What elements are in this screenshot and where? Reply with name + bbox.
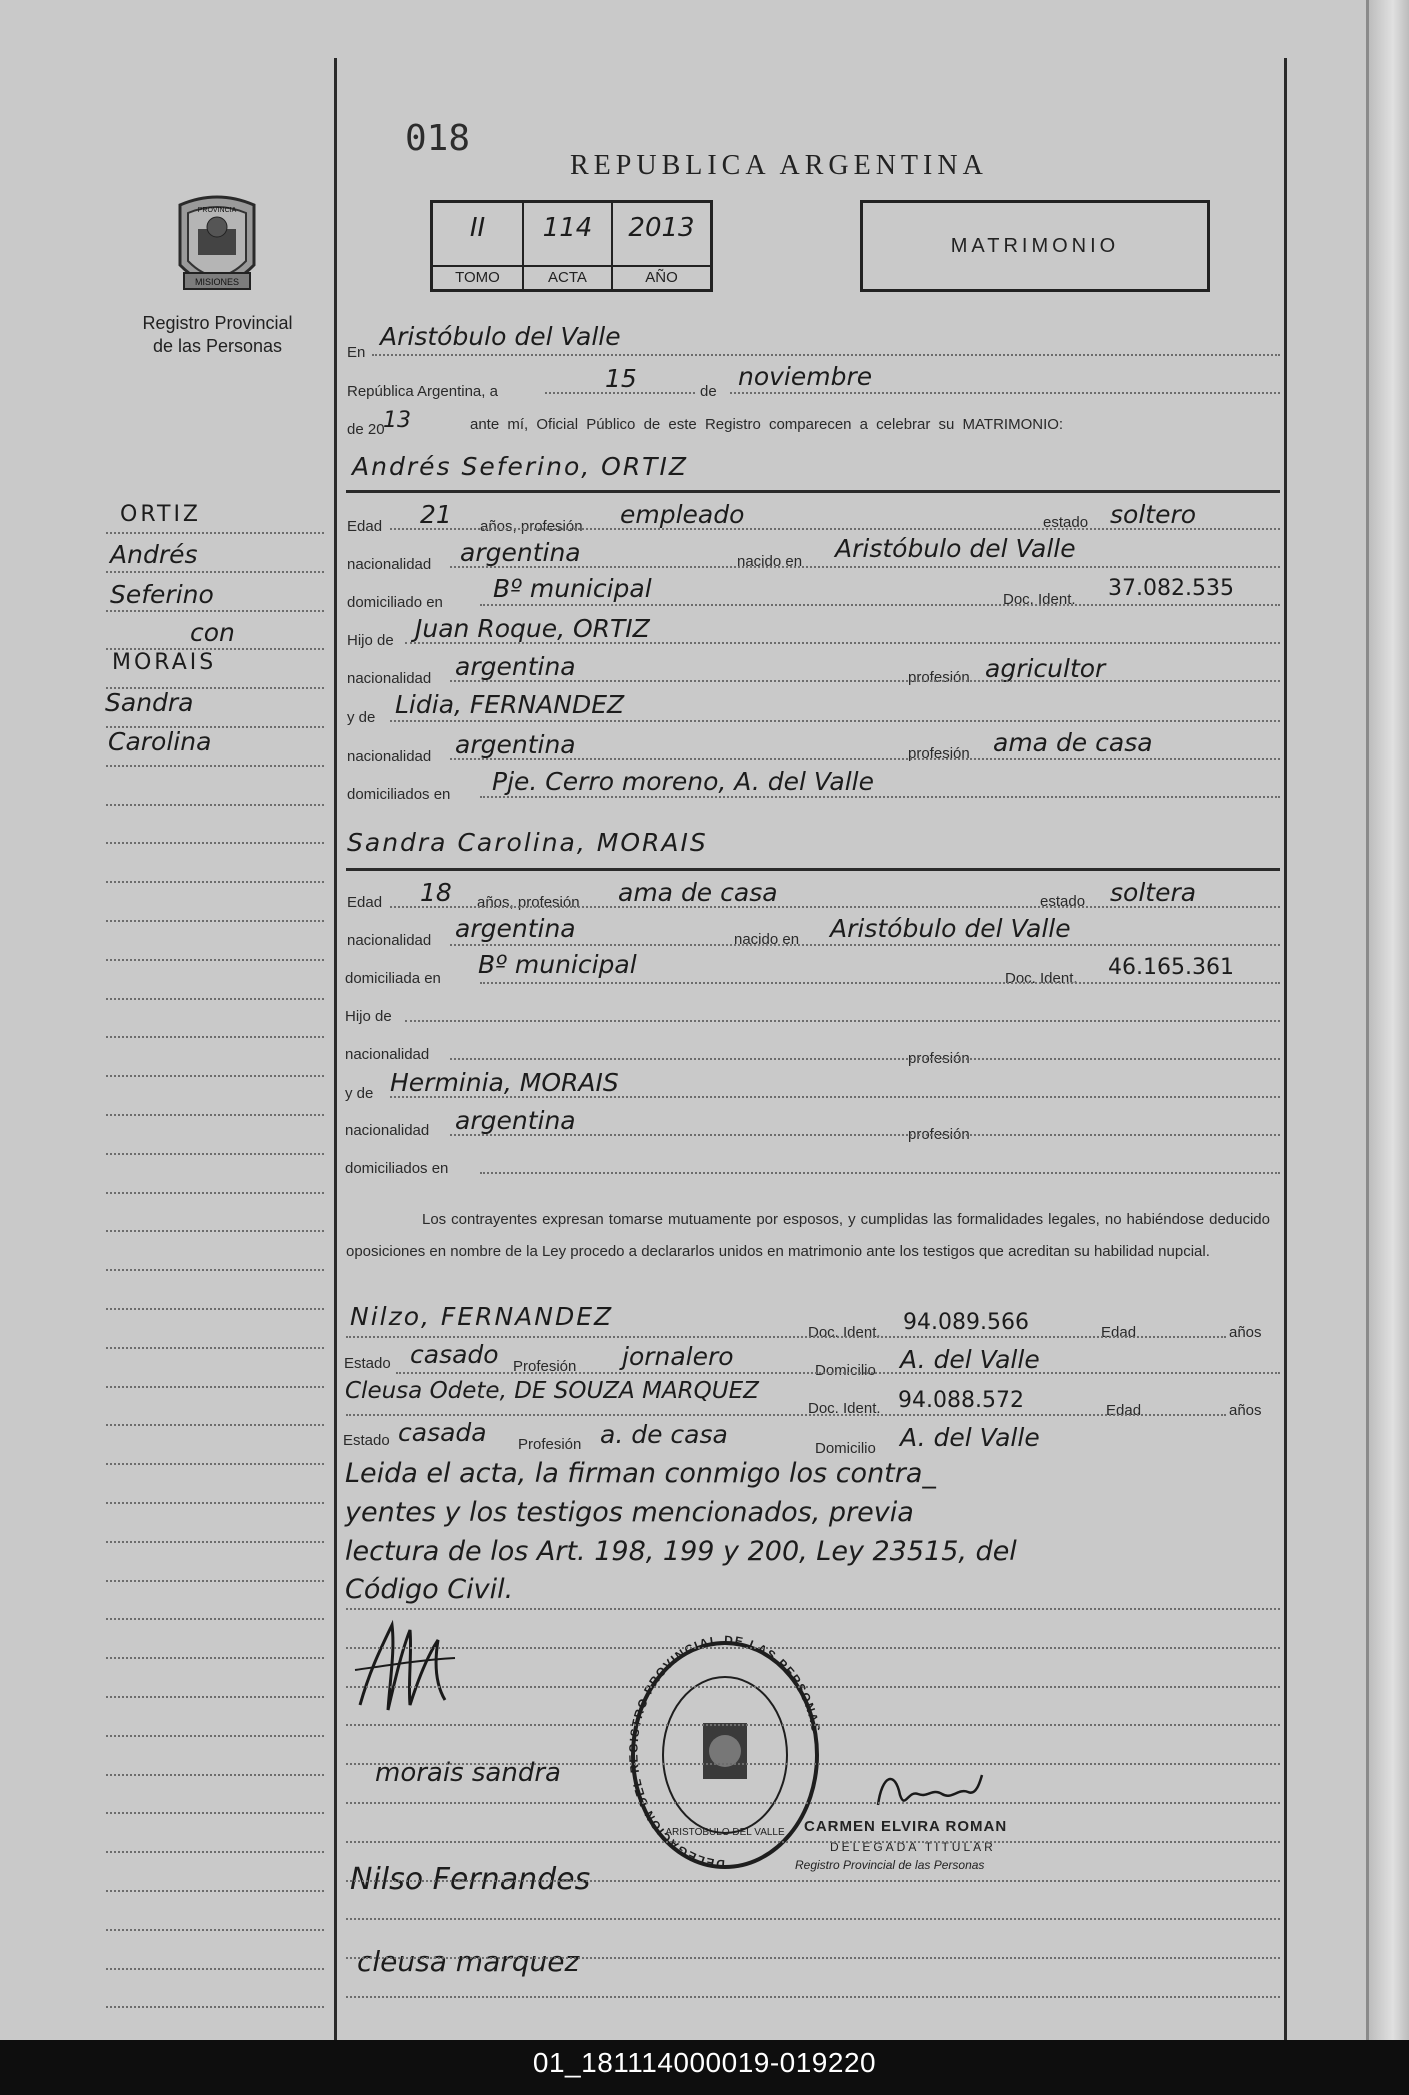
dotted-line [730, 392, 1280, 394]
signature-ruled-line [346, 1608, 1280, 1610]
margin-ruled-line [106, 1308, 324, 1310]
place-value: Aristóbulo del Valle [380, 322, 621, 351]
witness1-edad-label: Edad [1101, 1324, 1137, 1341]
witness2-domicilio-label: Domicilio [815, 1440, 876, 1457]
witness1-doc: 94.089.566 [903, 1310, 1029, 1335]
groom-hijo-label: Hijo de [347, 632, 394, 649]
day-value: 15 [605, 364, 637, 393]
margin-ruled-line [106, 726, 324, 728]
left-column-rule [334, 58, 337, 2040]
acta-label: ACTA [524, 265, 611, 291]
office-line-1: Registro Provincial [142, 313, 293, 333]
witness2-profesion: a. de casa [600, 1420, 728, 1449]
margin-ruled-line [106, 687, 324, 689]
groom-madre-nac-label: nacionalidad [347, 748, 432, 765]
margin-ruled-line [106, 920, 324, 922]
dotted-line [450, 1134, 1280, 1136]
dotted-line [480, 982, 1280, 984]
margin-note-line: Carolina [108, 727, 212, 756]
margin-ruled-line [106, 1541, 324, 1543]
ano-label: AÑO [613, 265, 710, 291]
intro-text: ante mí, Oficial Público de este Registro comparecen a celebrar su MATRIMONIO: [470, 416, 1064, 433]
groom-padre-nac: argentina [455, 652, 576, 681]
witness1-profesion-label: Profesión [513, 1358, 577, 1375]
groom-padre-prof: agricultor [985, 654, 1106, 683]
dotted-line [450, 758, 1280, 760]
record-type-box: MATRIMONIO [860, 200, 1210, 292]
delegate-role: DELEGADA TITULAR [830, 1840, 996, 1854]
groom-edad-label: Edad [347, 518, 383, 535]
groom-padre: Juan Roque, ORTIZ [415, 614, 650, 643]
emblem-top-text: PROVINCIA [197, 207, 237, 214]
margin-ruled-line [106, 842, 324, 844]
margin-note-line: MORAIS [112, 650, 217, 675]
dotted-line [390, 1096, 1280, 1098]
dotted-line [480, 604, 1280, 606]
margin-ruled-line [106, 532, 324, 534]
bride-nacido-label: nacido en [734, 931, 800, 948]
margin-note-line: ORTIZ [120, 502, 201, 527]
bride-padres-dom-label: domiciliados en [345, 1160, 449, 1177]
margin-ruled-line [106, 1347, 324, 1349]
month-value: noviembre [738, 362, 873, 391]
bride-madre-nac-label: nacionalidad [345, 1122, 430, 1139]
margin-ruled-line [106, 804, 324, 806]
dotted-line [346, 1414, 1226, 1416]
acta-cell [524, 203, 613, 291]
groom-rule [346, 490, 1280, 493]
dotted-line [450, 944, 1280, 946]
dotted-line [450, 566, 1280, 568]
groom-padre-nac-label: nacionalidad [347, 670, 432, 687]
tomo-cell [433, 203, 524, 291]
groom-doc-label: Doc. Ident. [1003, 591, 1076, 608]
dotted-line [396, 1372, 1280, 1374]
tomo-value: II [469, 213, 486, 243]
dotted-line [405, 642, 1280, 644]
bride-domiciliado-label: domiciliada en [345, 970, 441, 987]
bride-rule [346, 868, 1280, 871]
dotted-line [480, 796, 1280, 798]
witness2-profesion-label: Profesión [518, 1436, 582, 1453]
delegate-signature-icon [870, 1760, 990, 1820]
margin-ruled-line [106, 610, 324, 612]
margin-ruled-line [106, 2006, 324, 2008]
margin-ruled-line [106, 1890, 324, 1892]
witness1-anos-label: años [1229, 1324, 1262, 1341]
bride-hijo-label: Hijo de [345, 1008, 392, 1025]
image-caption: 01_181114000019-019220 [532, 2047, 877, 2078]
dotted-line [450, 1058, 1280, 1060]
bride-madre: Herminia, MORAIS [390, 1068, 619, 1097]
groom-madre-prof-label: profesión [908, 745, 970, 762]
margin-ruled-line [106, 1618, 324, 1620]
groom-nacionalidad: argentina [460, 538, 581, 567]
dotted-line [390, 720, 1280, 722]
margin-ruled-line [106, 1851, 324, 1853]
groom-estado-label: estado [1043, 514, 1089, 531]
groom-madre: Lidia, FERNANDEZ [395, 690, 625, 719]
groom-signature-icon [350, 1610, 460, 1720]
signature-ruled-line [346, 1880, 1280, 1882]
margin-ruled-line [106, 1463, 324, 1465]
groom-domicilio: Bº municipal [493, 574, 652, 603]
registry-office-label [110, 312, 325, 358]
margin-ruled-line [106, 1424, 324, 1426]
ano-value: 2013 [628, 213, 695, 243]
bride-nacionalidad-label: nacionalidad [347, 932, 432, 949]
groom-madre-nac: argentina [455, 730, 576, 759]
groom-profesion: empleado [620, 500, 745, 529]
bride-edad: 18 [420, 878, 452, 907]
witness2-doc-label: Doc. Ident. [808, 1400, 881, 1417]
margin-ruled-line [106, 1968, 324, 1970]
closing-line: lectura de los Art. 198, 199 y 200, Ley 23515, del [345, 1536, 1017, 1567]
witness2-doc: 94.088.572 [898, 1388, 1024, 1413]
tomo-label: TOMO [433, 265, 522, 291]
margin-ruled-line [106, 1230, 324, 1232]
office-line-2: de las Personas [152, 336, 283, 356]
dotted-line [346, 1336, 1226, 1338]
margin-ruled-line [106, 1735, 324, 1737]
groom-padres-dom: Pje. Cerro moreno, A. del Valle [492, 767, 874, 796]
closing-line: Leida el acta, la firman conmigo los contra_ [345, 1458, 936, 1489]
acta-value: 114 [542, 213, 593, 243]
country-title: REPUBLICA ARGENTINA [570, 150, 988, 181]
margin-ruled-line [106, 1269, 324, 1271]
groom-nacido-label: nacido en [737, 553, 803, 570]
signature-ruled-line [346, 1763, 1280, 1765]
bride-yde-label: y de [345, 1085, 374, 1102]
groom-anos-profesion-label: años, profesión [480, 518, 583, 535]
dotted-line [372, 354, 1280, 356]
en-label: En [347, 344, 366, 361]
dotted-line [390, 528, 1280, 530]
witness2-anos-label: años [1229, 1402, 1262, 1419]
dotted-line [480, 1172, 1280, 1174]
margin-ruled-line [106, 1192, 324, 1194]
margin-note-line: con [190, 618, 235, 647]
witness2-signature: cleusa marquez [357, 1945, 580, 1978]
margin-ruled-line [106, 765, 324, 767]
seal-outer-text: DELEGACION DEL REGISTRO PROVINCIAL DE LAS PERSONAS [626, 1635, 824, 1872]
bride-profesion: ama de casa [618, 878, 778, 907]
province-emblem-icon [172, 195, 262, 299]
margin-ruled-line [106, 1502, 324, 1504]
bride-estado: soltera [1110, 878, 1197, 907]
margin-ruled-line [106, 648, 324, 650]
bride-domicilio: Bº municipal [478, 950, 637, 979]
registry-seal-icon [625, 1635, 825, 1875]
groom-padre-prof-label: profesión [908, 669, 970, 686]
closing-line: yentes y los testigos mencionados, previa [345, 1497, 914, 1528]
groom-domiciliado-label: domiciliado en [347, 594, 443, 611]
groom-madre-prof: ama de casa [993, 728, 1153, 757]
bride-madre-nac: argentina [455, 1106, 576, 1135]
margin-ruled-line [106, 998, 324, 1000]
signature-ruled-line [346, 1918, 1280, 1920]
margin-ruled-line [106, 1153, 324, 1155]
groom-nacionalidad-label: nacionalidad [347, 556, 432, 573]
margin-ruled-line [106, 1036, 324, 1038]
witness1-name: Nilzo, FERNANDEZ [350, 1302, 614, 1331]
bride-name: Sandra Carolina, MORAIS [347, 828, 708, 857]
groom-yde-label: y de [347, 709, 376, 726]
seal-inner-text: ARISTOBULO DEL VALLE [665, 1827, 785, 1838]
margin-ruled-line [106, 1386, 324, 1388]
witness1-profesion: jornalero [622, 1342, 734, 1371]
bride-doc: 46.165.361 [1108, 955, 1234, 980]
de-label: de [700, 383, 717, 400]
bride-estado-label: estado [1040, 893, 1086, 910]
witness1-doc-label: Doc. Ident. [808, 1324, 881, 1341]
groom-doc: 37.082.535 [1108, 576, 1234, 601]
dotted-line [545, 392, 695, 394]
record-number-box [430, 200, 713, 292]
witness1-estado: casado [410, 1340, 499, 1369]
witness2-estado-label: Estado [343, 1432, 390, 1449]
margin-note-line: Sandra [105, 688, 194, 717]
year-prefix: de 20 [347, 421, 385, 438]
margin-ruled-line [106, 959, 324, 961]
signature-ruled-line [346, 1724, 1280, 1726]
bride-anos-profesion-label: años, profesión [477, 894, 580, 911]
margin-ruled-line [106, 1812, 324, 1814]
margin-note-line: Andrés [110, 540, 198, 569]
groom-edad: 21 [420, 500, 452, 529]
witness2-name: Cleusa Odete, DE SOUZA MARQUEZ [345, 1378, 759, 1404]
closing-line: Código Civil. [345, 1574, 514, 1605]
witness1-estado-label: Estado [344, 1355, 391, 1372]
groom-padres-dom-label: domiciliados en [347, 786, 451, 803]
bride-signature: morais sandra [375, 1758, 561, 1788]
witness1-signature: Nilso Fernandes [350, 1862, 591, 1897]
folio-number: 018 [405, 118, 471, 159]
bride-nacionalidad: argentina [455, 914, 576, 943]
signature-ruled-line [346, 1647, 1280, 1649]
bride-madre-prof-label: profesión [908, 1126, 970, 1143]
margin-ruled-line [106, 1075, 324, 1077]
delegate-name: CARMEN ELVIRA ROMAN [804, 1818, 1008, 1835]
groom-estado: soltero [1110, 500, 1197, 529]
dotted-line [450, 680, 1280, 682]
right-column-rule [1284, 58, 1287, 2040]
year-suffix: 13 [383, 408, 411, 433]
witness2-domicilio: A. del Valle [900, 1423, 1040, 1452]
witness1-domicilio: A. del Valle [900, 1345, 1040, 1374]
bride-padre-prof-label: profesión [908, 1050, 970, 1067]
witness2-estado: casada [398, 1418, 487, 1447]
bride-nacido: Aristóbulo del Valle [830, 914, 1071, 943]
bride-edad-label: Edad [347, 894, 383, 911]
margin-ruled-line [106, 1114, 324, 1116]
emblem-ribbon-text: MISIONES [194, 277, 240, 287]
margin-ruled-line [106, 1580, 324, 1582]
margin-ruled-line [106, 1929, 324, 1931]
signature-ruled-line [346, 1802, 1280, 1804]
binding-edge [1366, 0, 1409, 2040]
declaration-paragraph: Los contrayentes expresan tomarse mutuamente por esposos, y cumplidas las formalidades legales, no habiéndose deducido oposiciones en nombre de la Ley procedo a declararlos unidos en matrimonio ante los testigos que acreditan su habilidad nupcial. [346, 1211, 1270, 1260]
signature-ruled-line [346, 1841, 1280, 1843]
signature-ruled-line [346, 1686, 1280, 1688]
margin-ruled-line [106, 1657, 324, 1659]
republica-label: República Argentina, a [347, 383, 498, 400]
margin-ruled-line [106, 881, 324, 883]
margin-note-line: Seferino [110, 580, 214, 609]
witness1-domicilio-label: Domicilio [815, 1362, 876, 1379]
groom-name: Andrés Seferino, ORTIZ [352, 452, 688, 481]
ano-cell [613, 203, 710, 291]
dotted-line [405, 1020, 1280, 1022]
witness2-edad-label: Edad [1106, 1402, 1142, 1419]
margin-ruled-line [106, 1696, 324, 1698]
signature-ruled-line [346, 1996, 1280, 1998]
bride-padre-nac-label: nacionalidad [345, 1046, 430, 1063]
margin-ruled-line [106, 571, 324, 573]
dotted-line [390, 906, 1280, 908]
signature-ruled-line [346, 1957, 1280, 1959]
delegate-registry: Registro Provincial de las Personas [795, 1858, 985, 1872]
groom-nacido: Aristóbulo del Valle [835, 534, 1076, 563]
bride-doc-label: Doc. Ident. [1005, 970, 1078, 987]
margin-ruled-line [106, 1774, 324, 1776]
